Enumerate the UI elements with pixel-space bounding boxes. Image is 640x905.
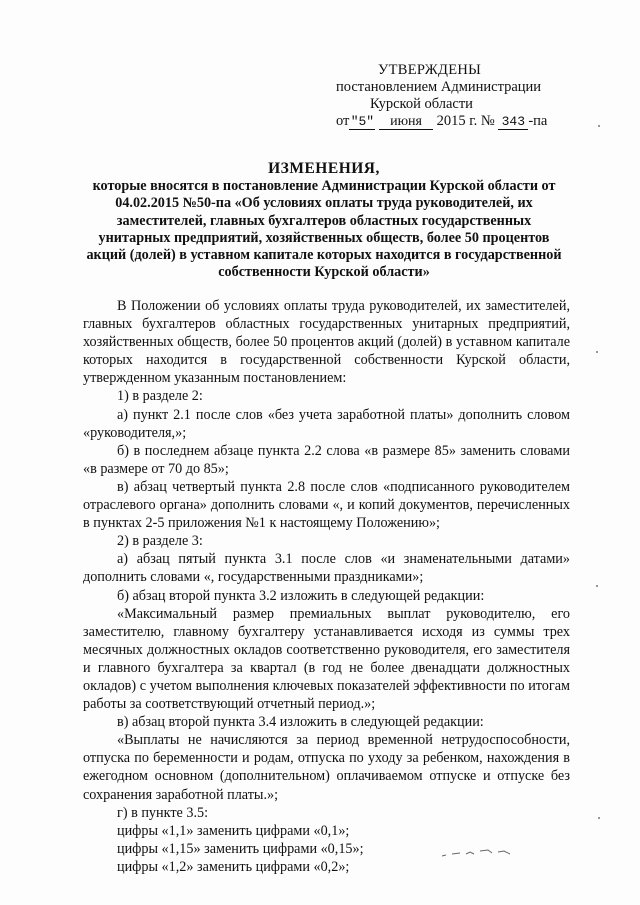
item-2c-quote: «Выплаты не начисляются за период временной нетрудоспособности, отпуска по беременности и родам, отпуска по уходу за ребенком, нахождения в ежегодном основном (дополнительном) оплачиваемом отпуске и отпуске без сохранения заработной платы.»; [83,732,570,803]
date-day: "5" [350,114,375,129]
scan-speck-icon [596,814,602,822]
heading-line: акций (долей) в уставном капитале которых находится в государственной [86,247,562,264]
heading-line: унитарных предприятий, хозяйственных обществ, более 50 процентов [98,229,550,246]
item-2b-quote: «Максимальный размер премиальных выплат руководителю, его заместителю, главному бухгалтеру устанавливается исходя из суммы трех месячных должностных окладов соответственно руководителя, его заместителя и главного бухгалтера за квартал (в год не более двенадцати должностных окладов) с учетом выполнения ключевых показателей эффективности по итогам работы за соответствующий отчетный период.»; [83,605,570,713]
heading-line: которые вносятся в постановление Администрации Курской области от [92,178,556,195]
section-2-heading: 2) в разделе 3: [117,533,203,550]
heading-title: ИЗМЕНЕНИЯ, [268,160,380,177]
item-2b: б) абзац второй пункта 3.2 изложить в следующей редакции: [117,587,485,604]
section-1-heading: 1) в разделе 2: [117,388,203,405]
digit-change-1: цифры «1,1» заменить цифрами «0,1»; [117,822,350,839]
scan-speck-icon [594,348,600,356]
item-2c: в) абзац второй пункта 3.4 изложить в следующей редакции: [117,714,484,731]
scan-speck-icon [596,122,602,130]
heading-line: 04.02.2015 №50-па «Об условиях оплаты труда руководителей, их [115,195,533,212]
item-2a: а) абзац пятый пункта 3.1 после слов «и знаменательными датами» дополнить словами «, государственными праздниками»; [83,551,570,586]
approval-title: УТВЕРЖДЕНЫ [378,62,482,78]
handwritten-mark-icon [440,842,520,862]
document-heading [84,160,564,281]
item-1b: б) в последнем абзаце пункта 2.2 слова «в размере 85» заменить словами «в размере от 70 до 85»; [83,442,570,477]
approval-line-region: Курской области [370,96,473,112]
date-prefix: от [336,113,350,129]
item-2d: г) в пункте 3.5: [117,804,209,821]
heading-line: собственности Курской области» [218,264,430,281]
approval-line-decree: постановлением Администрации [336,79,542,95]
heading-line: заместителей, главных бухгалтеров областных государственных [116,212,532,229]
intro-paragraph: В Положении об условиях оплаты труда руководителей, их заместителей, главных бухгалтеров областных государственных унитарных предприятий, хозяйственных обществ, более 50 процентов акций (долей) в уставном капитале которых находится в государственной собственности Курской области, утвержденном указанным постановлением: [83,298,570,387]
decree-number: 343 [498,114,528,130]
item-1c: в) абзац четвертый пункта 2.8 после слов «подписанного руководителем отраслевого органа» дополнить словами «, и копий документов, перечисленных в пунктах 2-5 приложения №1 к настоящему Положению»; [83,478,570,532]
date-month: июня [379,114,433,130]
scan-speck-icon [594,582,600,590]
approval-date-line [336,113,566,130]
digit-change-2: цифры «1,15» заменить цифрами «0,15»; [117,840,364,857]
item-1a: а) пункт 2.1 после слов «без учета заработной платы» дополнить словом «руководителя,»; [83,406,570,441]
document-body [83,297,570,876]
approval-stamp-block [336,62,566,130]
decree-number-suffix: -па [528,113,548,129]
date-year: 2015 г. № [436,113,495,129]
digit-change-3: цифры «1,2» заменить цифрами «0,2»; [117,858,350,875]
